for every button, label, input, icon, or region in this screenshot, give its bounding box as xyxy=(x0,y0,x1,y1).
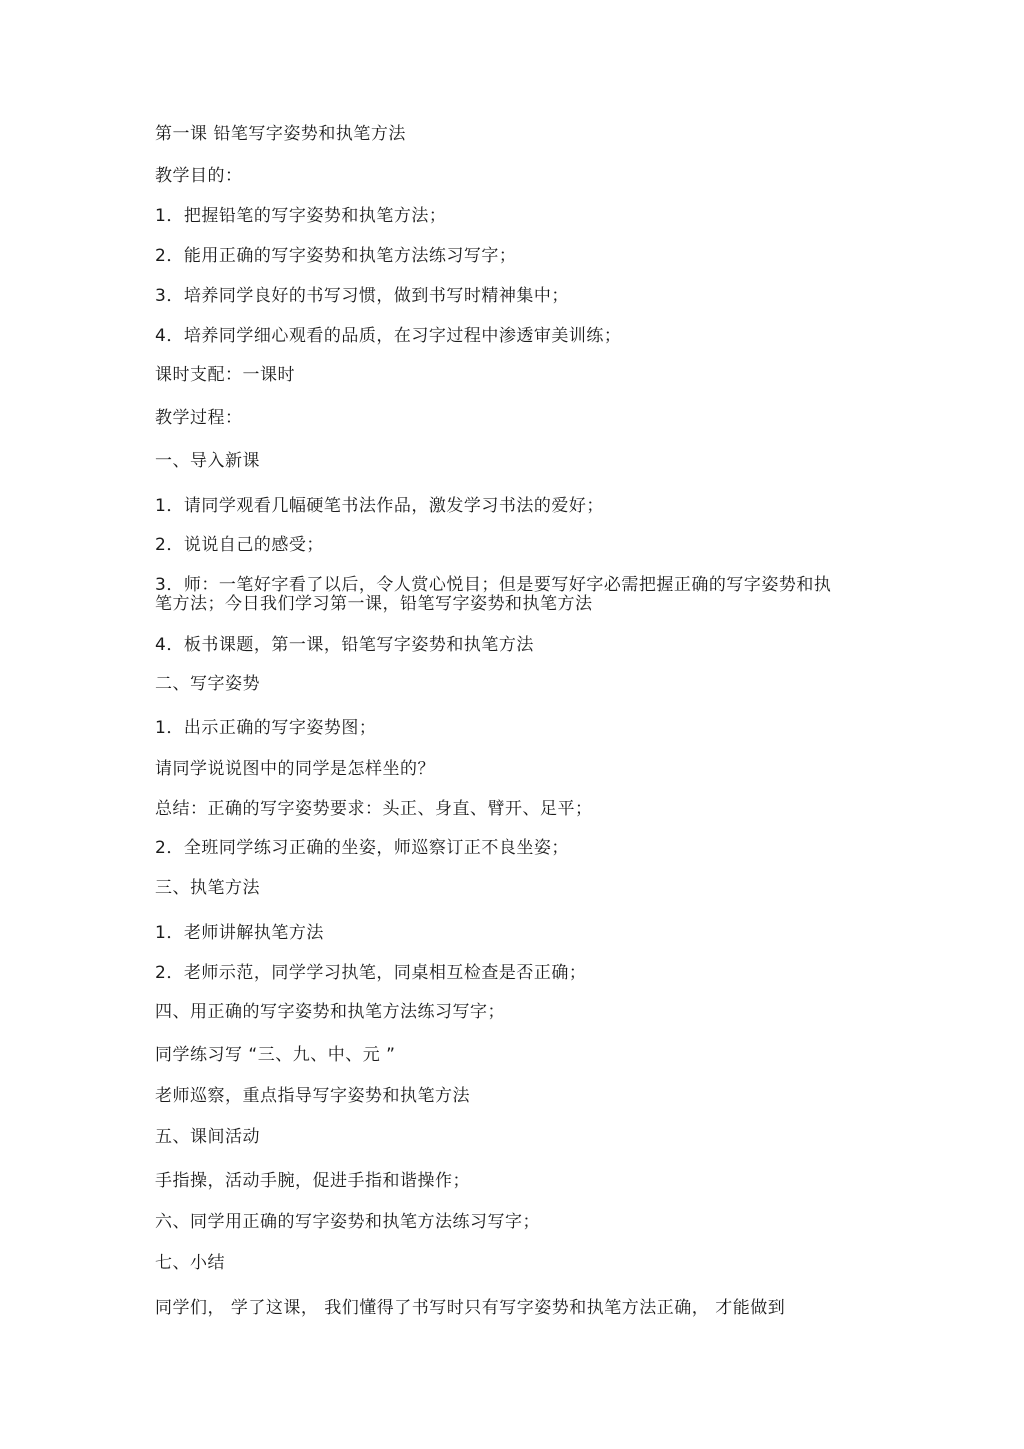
paragraph-line: 教学过程： xyxy=(155,408,243,428)
paragraph-line: 4．板书课题，第一课，铅笔写字姿势和执笔方法 xyxy=(155,635,534,655)
paragraph-line: 手指操，活动手腕，促进手指和谐操作； xyxy=(155,1171,470,1191)
section-heading: 一、导入新课 xyxy=(155,451,260,471)
section-heading: 三、执笔方法 xyxy=(155,878,260,898)
paragraph-line: 2．说说自己的感受； xyxy=(155,535,324,555)
paragraph-line: 1．把握铅笔的写字姿势和执笔方法； xyxy=(155,206,447,226)
paragraph-line: 老师巡察，重点指导写字姿势和执笔方法 xyxy=(155,1086,470,1106)
paragraph-line: 总结：正确的写字姿势要求：头正、身直、臂开、足平； xyxy=(155,799,593,819)
paragraph-line: 2．能用正确的写字姿势和执笔方法练习写字； xyxy=(155,246,517,266)
paragraph-line: 2．老师示范，同学学习执笔，同桌相互检查是否正确； xyxy=(155,963,587,983)
section-heading: 二、写字姿势 xyxy=(155,674,260,694)
paragraph-line: 4．培养同学细心观看的品质，在习字过程中渗透审美训练； xyxy=(155,326,622,346)
paragraph-line: 同学们， 学了这课， 我们懂得了书写时只有写字姿势和执笔方法正确， 才能做到 xyxy=(155,1298,786,1318)
paragraph-line: 同学练习写 “三、九、中、元 ” xyxy=(155,1045,396,1065)
section-heading: 七、小结 xyxy=(155,1253,225,1273)
paragraph-line: 教学目的： xyxy=(155,166,243,186)
paragraph-line: 3．培养同学良好的书写习惯，做到书写时精神集中； xyxy=(155,286,569,306)
paragraph-line: 2．全班同学练习正确的坐姿，师巡察订正不良坐姿； xyxy=(155,838,569,858)
paragraph-line: 1．请同学观看几幅硬笔书法作品，激发学习书法的爱好； xyxy=(155,496,604,516)
paragraph-line: 请同学说说图中的同学是怎样坐的？ xyxy=(155,759,435,779)
lesson-title: 第一课 铅笔写字姿势和执笔方法 xyxy=(155,124,406,144)
paragraph-line: 1．出示正确的写字姿势图； xyxy=(155,718,377,738)
paragraph-block: 3．师：一笔好字看了以后，令人赏心悦目；但是要写好字必需把握正确的写字姿势和执笔方法；今日我们学习第一课，铅笔写字姿势和执笔方法 xyxy=(155,575,832,614)
section-heading: 四、用正确的写字姿势和执笔方法练习写字； xyxy=(155,1002,505,1022)
paragraph-line: 1．老师讲解执笔方法 xyxy=(155,923,324,943)
section-heading: 五、课间活动 xyxy=(155,1127,260,1147)
section-heading: 六、同学用正确的写字姿势和执笔方法练习写字； xyxy=(155,1212,540,1232)
paragraph-line: 课时支配：一课时 xyxy=(155,365,295,385)
